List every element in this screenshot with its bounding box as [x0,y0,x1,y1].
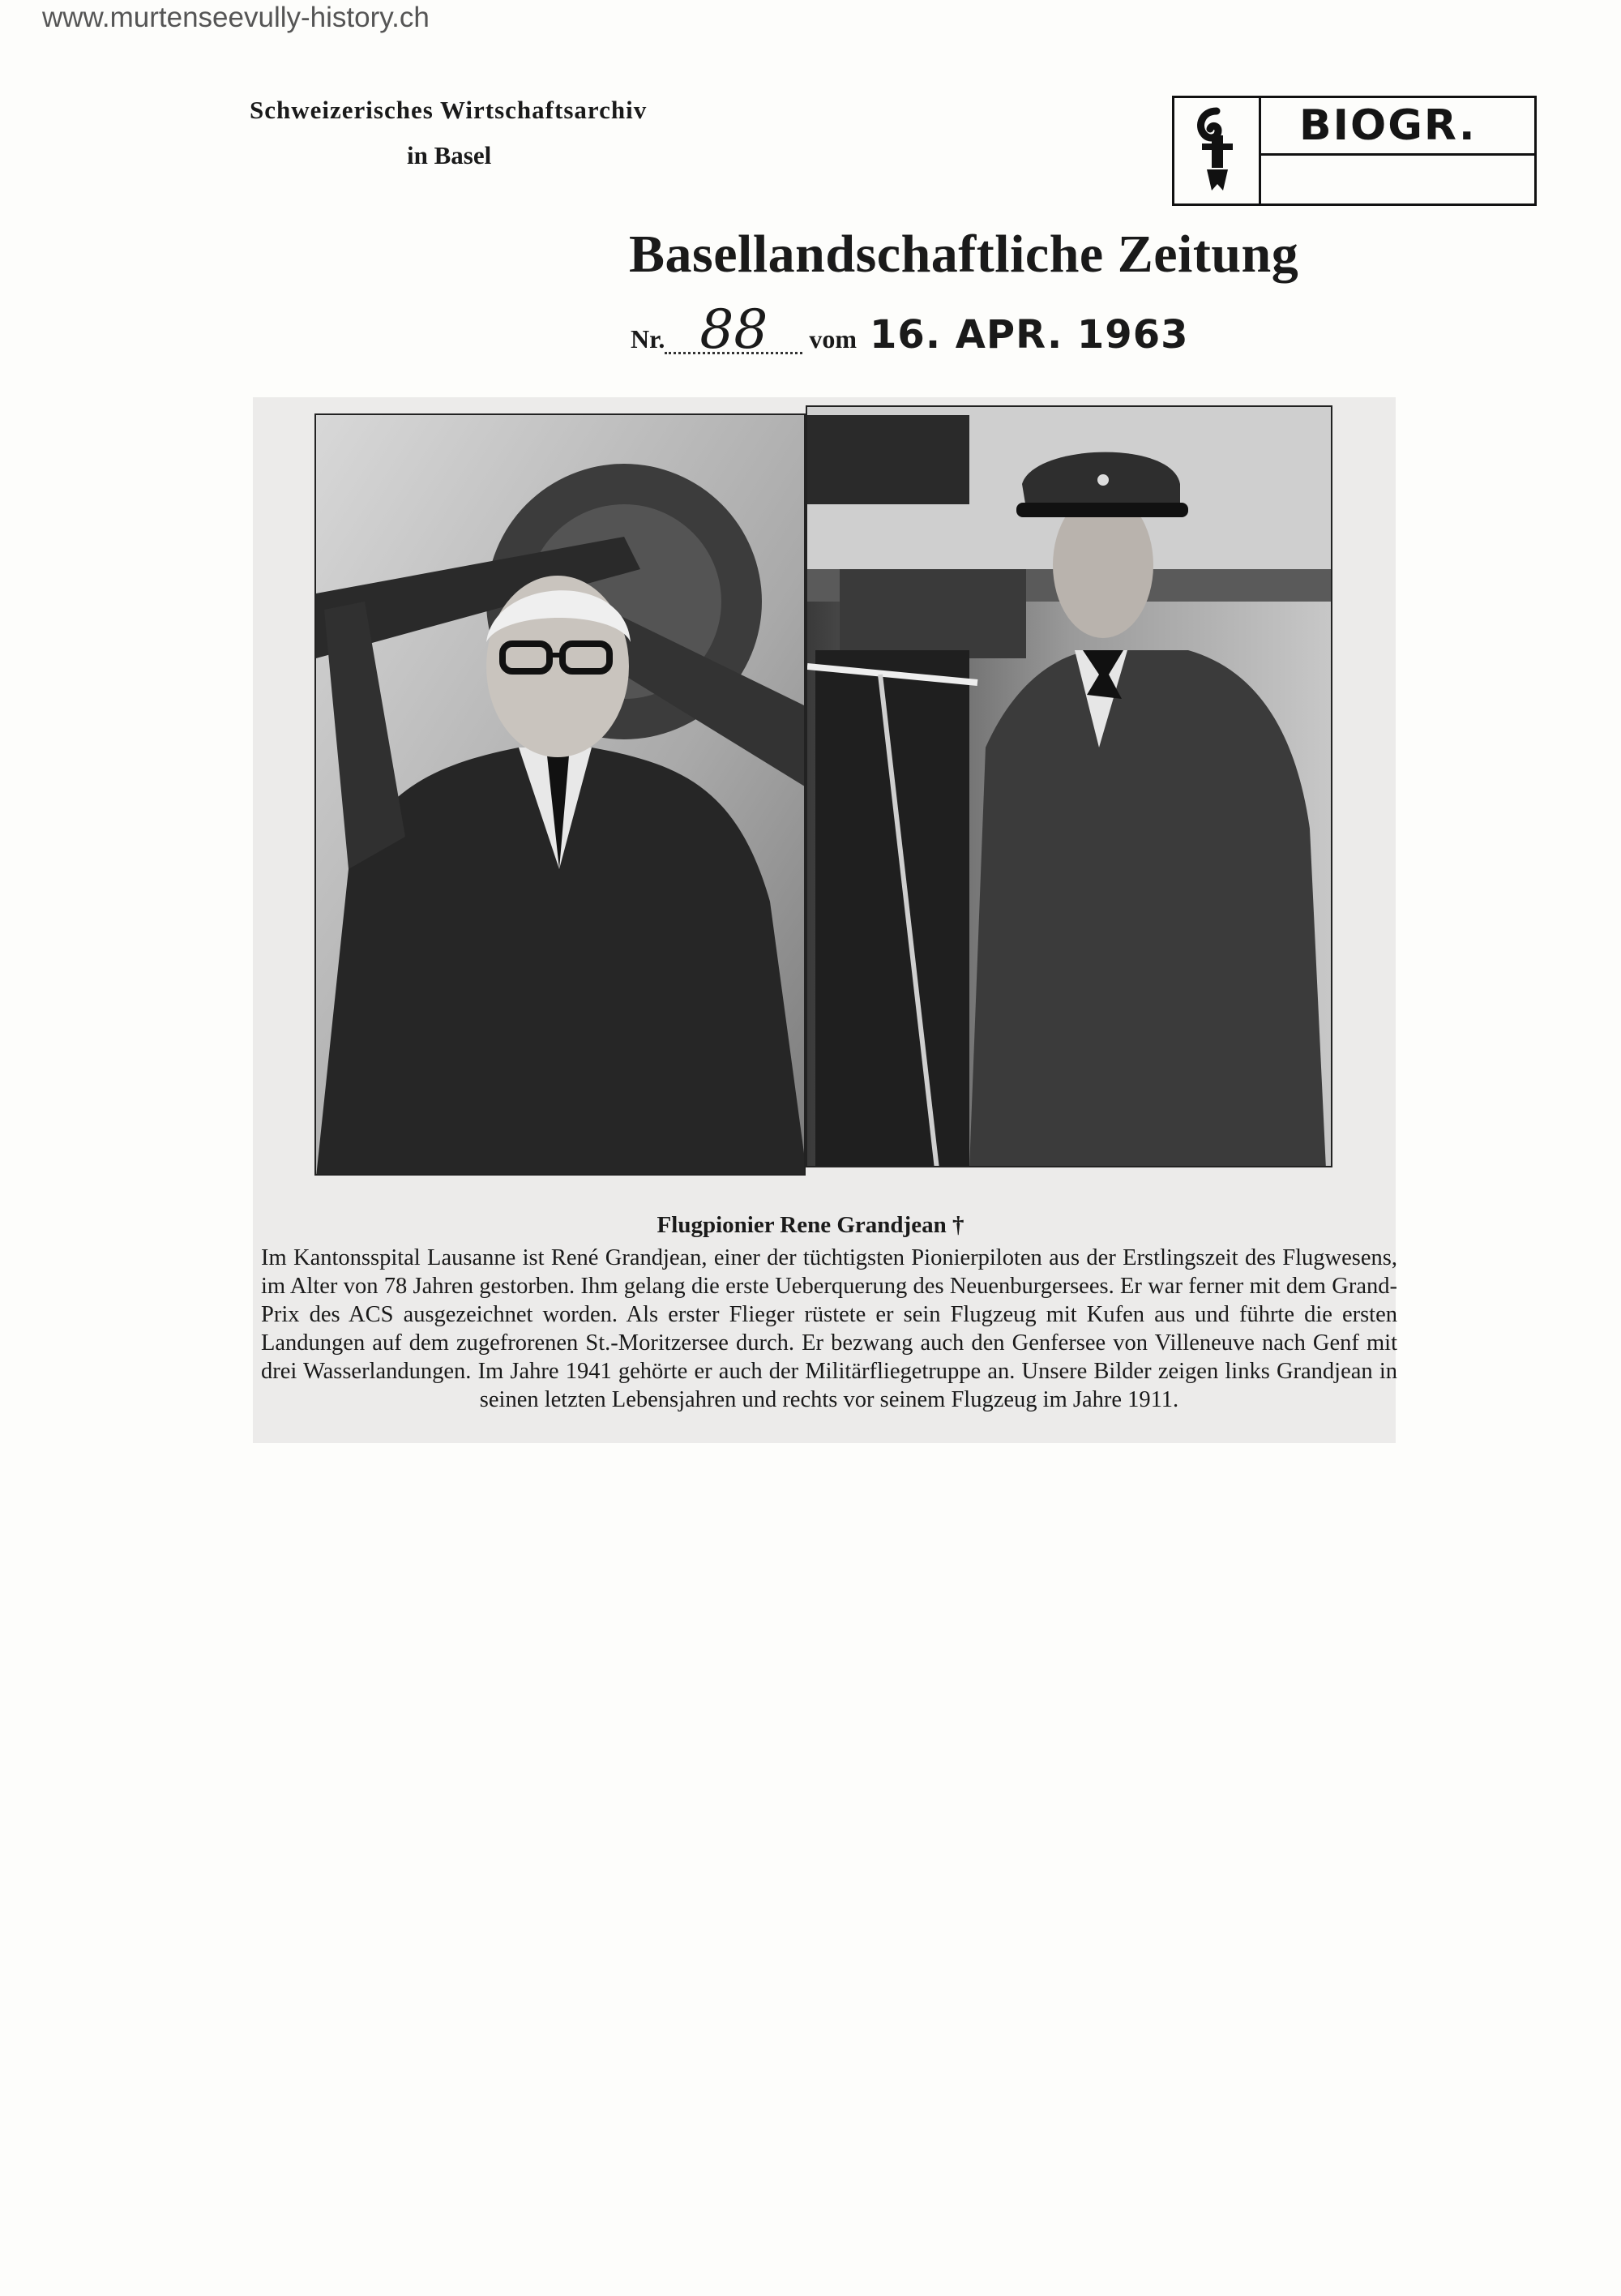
portrait-elder-man-glasses-propeller-photo [314,413,806,1176]
issue-date-stamp: 16. APR. 1963 [870,312,1189,358]
newspaper-title: Basellandschaftliche Zeitung [629,225,1299,284]
basel-crozier-icon [1191,106,1242,197]
issue-number-handwritten: 88 [665,308,802,354]
archive-stamp [1172,96,1537,206]
portrait-young-pilot-cap-aircraft-photo [806,405,1332,1167]
archive-name: Schweizerisches Wirtschaftsarchiv [250,96,648,124]
crest-cell [1174,98,1261,203]
article-body: Im Kantonsspital Lausanne ist René Grandjean, einer der tüchtigsten Pionierpiloten aus der Erstlingszeit des Flugwesens, im Alter von 78 Jahren gestorben. Ihm gelang die erste Ueberquerung des Neuenburgersees. Er war ferner mit dem Grand-Prix des ACS ausgezeichnet worden. Als erster Flieger rüstete er sein Flugzeug mit Kufen aus und führte die ersten Landungen auf dem zugefrorenen St.-Moritzersee durch. Er bezwang auch den Genfersee von Villeneuve nach Genf mit drei Wasserlandungen. Im Jahre 1941 gehörte er auch der Militärfliegetruppe an. Unsere Bilder zeigen links Grandjean in seinen letzten Lebensjahren und rechts vor seinem Flugzeug im Jahre 1911. [261,1245,1397,1412]
archive-location: in Basel [407,141,492,169]
article-heading: Flugpionier Rene Grandjean † [657,1212,964,1238]
stamp-label: BIOGR. [1259,98,1534,156]
issue-date-label: vom [809,324,858,353]
watermark-url: www.murtenseevully-history.ch [42,2,430,33]
issue-line [631,298,1189,361]
issue-number-label: Nr. [631,324,665,353]
